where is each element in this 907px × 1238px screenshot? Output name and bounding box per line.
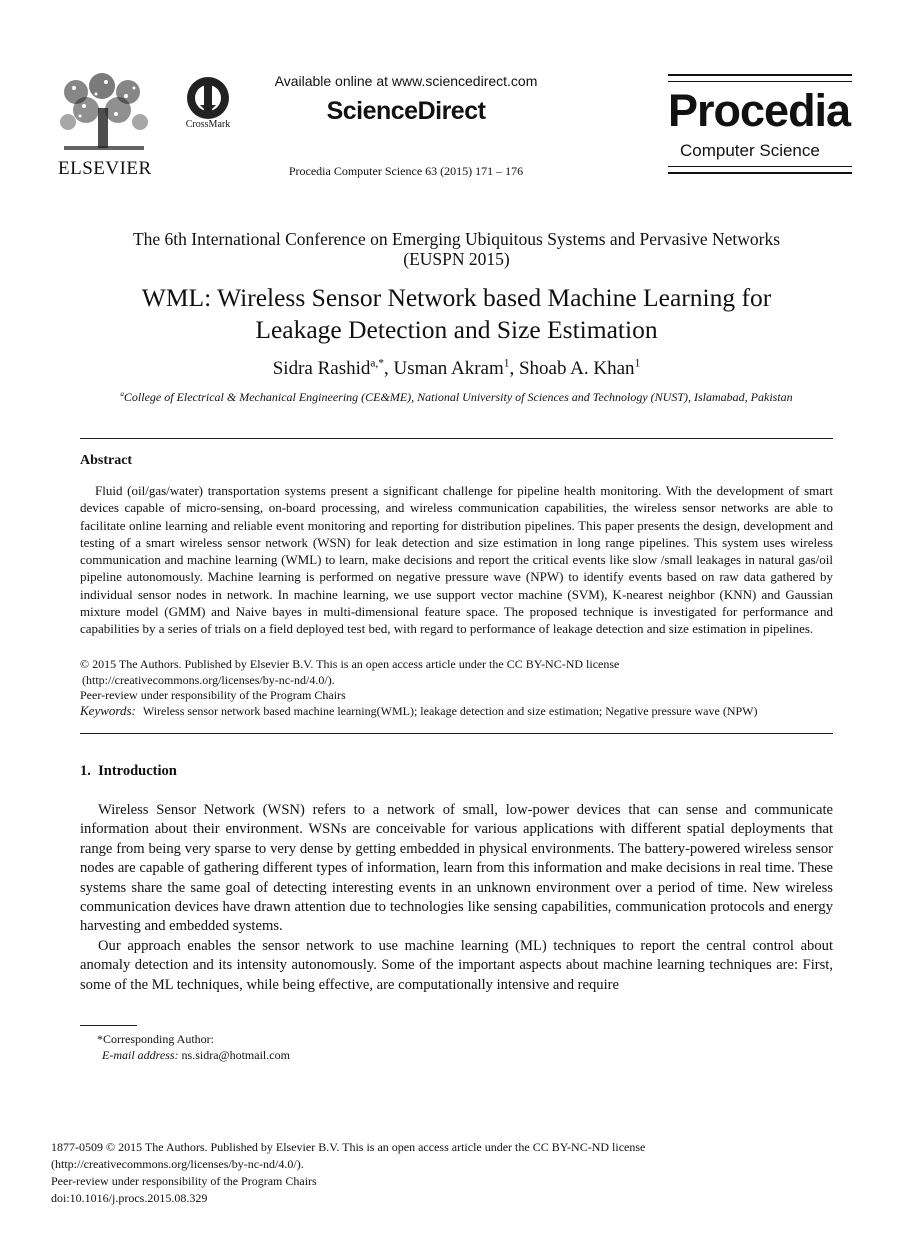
- author-list: Sidra Rashid$^{a,*}$, Usman Akram$^1$, Shoab A. Khan$^1$: [272, 357, 641, 379]
- procedia-top-rule-2: [668, 81, 852, 82]
- keywords-list: Wireless sensor network based machine learning(WML); leakage detection and size estimation; Negative pressure wave (NPW): [142, 704, 758, 718]
- footer-license-link[interactable]: (http://creativecommons.org/licenses/by-nc-nd/4.0/).: [51, 1157, 304, 1171]
- title-divider: [80, 438, 833, 439]
- section-heading-introduction: 1. Introduction: [80, 763, 177, 779]
- author[interactable]: Shoab A. Khan$^1$: [518, 357, 641, 379]
- abstract-divider: [80, 733, 833, 734]
- license-link[interactable]: (http://creativecommons.org/licenses/by-nc-nd/4.0/).: [82, 672, 335, 687]
- crossmark-icon: [185, 75, 231, 121]
- footnote: [97, 1031, 290, 1063]
- intro-paragraph-1: Wireless Sensor Network (WSN) refers to a network of small, low-power devices that can sense and communicate information about their environment. WSNs are conceivable for various applications with different spatial deployments that range from being very sparse to very dense by getting embedded in physical environments. The battery-powered wireless sensor nodes are capable of gathering different types of information, learn from this information and make decisions in real time. These systems share the same goal of detecting interesting events in an unknown environment over a period of time. New wireless communication devices have drawn attention due to technologies like sensing capabilities, communication protocols and energy harvesting and embedded systems.: [80, 802, 833, 935]
- email-address[interactable]: ns.sidra@hotmail.com: [181, 1048, 290, 1062]
- footer-peer-review: Peer-review under responsibility of the Program Chairs: [51, 1174, 317, 1188]
- corresponding-author: *Corresponding Author:: [97, 1032, 214, 1046]
- intro-paragraph-2: Our approach enables the sensor network to use machine learning (ML) techniques to report the central control about anomaly detection and its intensity autonomously. Some of the important aspects about machine learning techniques are: First, some of the ML techniques, while being effective, are computationally intensive and require: [80, 938, 833, 993]
- sciencedirect-logo[interactable]: ScienceDirect: [326, 97, 486, 125]
- email-label: E-mail address:: [102, 1048, 179, 1062]
- crossmark-logo[interactable]: [178, 75, 238, 135]
- procedia-top-rule: [668, 74, 852, 76]
- paper-title-line-2: Leakage Detection and Size Estimation: [255, 315, 658, 344]
- procedia-bottom-rule-2: [668, 172, 852, 174]
- elsevier-tree-icon: [56, 72, 152, 156]
- copyright-line: © 2015 The Authors. Published by Elsevier B.V. This is an open access article under the CC BY-NC-ND license: [80, 657, 620, 671]
- conference-line-2: (EUSPN 2015): [403, 249, 510, 269]
- conference-name: [60, 229, 853, 269]
- keywords-label: Keywords:: [80, 703, 136, 718]
- author[interactable]: Usman Akram$^1$: [393, 357, 510, 379]
- abstract-body: Fluid (oil/gas/water) transportation systems present a significant challenge for pipeline health monitoring. With the development of smart devices capable of micro-sensing, on-board processing, and wireless communication capabilities, the wireless sensor networks are able to facilitate online learning and reliable event monitoring and reporting for distribution pipelines. This paper presents the design, development and testing of a smart wireless sensor network (WSN) for leak detection and size estimation in long range pipelines. This system uses wireless communication and machine learning (WML) to learn, make decisions and report the critical events like slow /small leakages in natural gas/oil pipeline autonomously. Machine learning is performed on negative pressure wave (NPW) to identify events based on raw data gathered by individual sensor nodes in network. In machine learning, we use support vector machine (SVM), K-nearest neighbor (KNN) and Gaussian mixture model (GMM) and Naive bayes in multi-dimensional feature space. The proposed technique is investigated for performance and capabilities by a series of trials on a field deployed test bed, with regard to performance of leakage detection and size estimation in pipelines.: [80, 483, 833, 637]
- footer-doi[interactable]: doi:10.1016/j.procs.2015.08.329: [51, 1191, 208, 1205]
- elsevier-wordmark: ELSEVIER: [58, 158, 152, 179]
- author[interactable]: Sidra Rashid$^{a,*}$: [272, 357, 384, 379]
- footer-license: 1877-0509 © 2015 The Authors. Published by Elsevier B.V. This is an open access article under the CC BY-NC-ND license: [51, 1140, 646, 1154]
- peer-review-line: Peer-review under responsibility of the Program Chairs: [80, 688, 346, 702]
- paper-title-line-1: WML: Wireless Sensor Network based Machine Learning for: [141, 283, 772, 312]
- page-footer: [51, 1139, 645, 1207]
- procedia-subtitle: Computer Science: [680, 141, 820, 160]
- affiliation: $^a$College of Electrical & Mechanical Engineering (CE&ME), National University of Sciences and Technology (NUST), Islamabad, Pakistan: [120, 390, 793, 404]
- journal-citation: Procedia Computer Science 63 (2015) 171 – 176: [288, 164, 524, 178]
- available-online[interactable]: Available online at www.sciencedirect.com: [274, 73, 538, 89]
- procedia-logo[interactable]: [668, 74, 852, 178]
- email-line: [97, 1047, 290, 1063]
- paper-title: [60, 282, 853, 346]
- keywords: [80, 703, 833, 719]
- conference-line-1: The 6th International Conference on Emerging Ubiquitous Systems and Pervasive Networks: [132, 229, 781, 249]
- procedia-bottom-rule: [668, 166, 852, 167]
- abstract-heading: Abstract: [80, 453, 133, 468]
- procedia-wordmark: Procedia: [668, 85, 851, 136]
- elsevier-logo[interactable]: [56, 72, 156, 180]
- crossmark-label: CrossMark: [185, 119, 231, 130]
- footnote-rule: [80, 1025, 137, 1026]
- abstract-copyright: [80, 657, 833, 704]
